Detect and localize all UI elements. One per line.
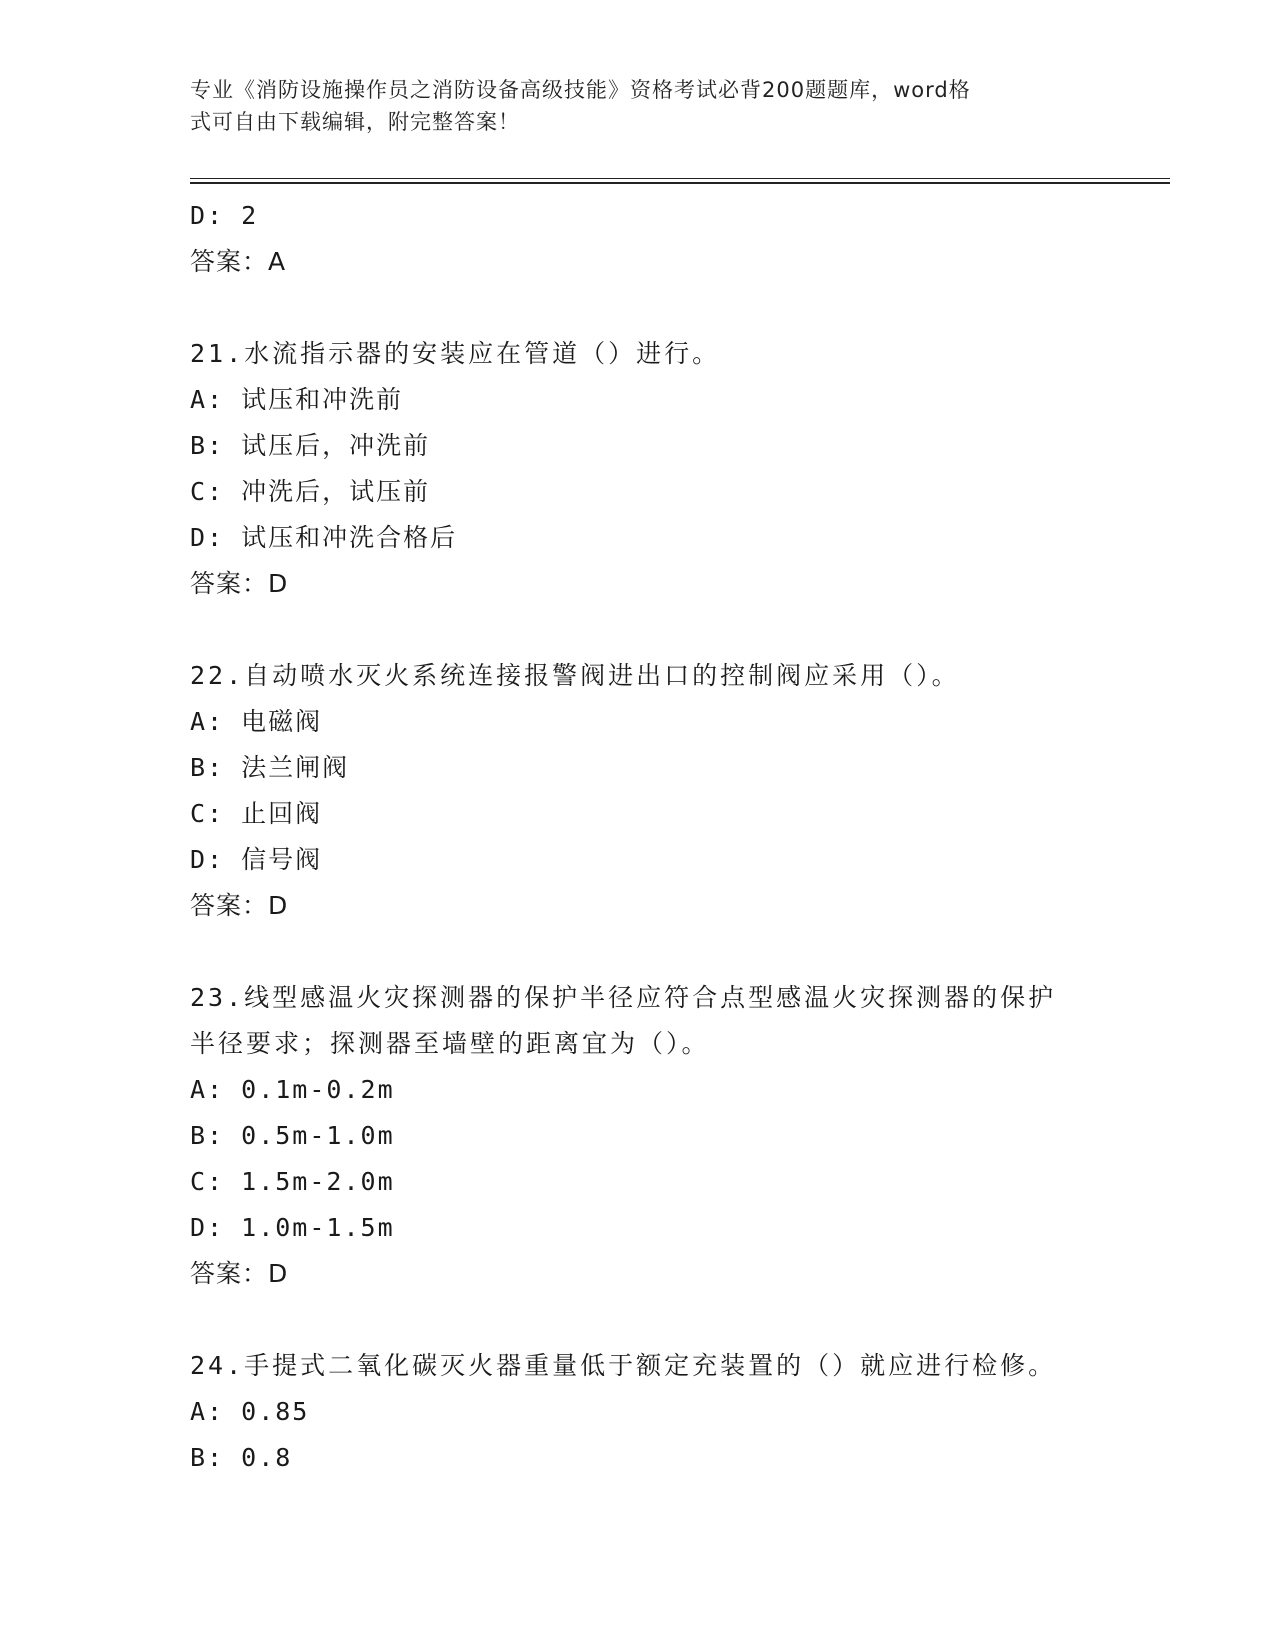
question-stem: 21.水流指示器的安装应在管道（）进行。 bbox=[190, 339, 721, 368]
question-stem: 22.自动喷水灭火系统连接报警阀进出口的控制阀应采用（）。 bbox=[190, 661, 960, 690]
option-b: B: 0.5m-1.0m bbox=[190, 1121, 395, 1150]
option-c: C: 冲洗后，试压前 bbox=[190, 477, 431, 506]
option-a: A: 试压和冲洗前 bbox=[190, 385, 404, 414]
header-title-line-2: 式可自由下载编辑，附完整答案！ bbox=[190, 110, 520, 134]
document-header bbox=[190, 74, 1090, 138]
header-title-line-1: 专业《消防设施操作员之消防设备高级技能》资格考试必背200题题库，word格 bbox=[190, 78, 971, 102]
question-stem-line-2: 半径要求；探测器至墙壁的距离宜为（）。 bbox=[190, 1029, 710, 1058]
question-list bbox=[190, 193, 1090, 1481]
answer-line: 答案：D bbox=[190, 569, 289, 598]
option-b: B: 法兰闸阀 bbox=[190, 753, 350, 782]
question-stem-line-1: 23.线型感温火灾探测器的保护半径应符合点型感温火灾探测器的保护 bbox=[190, 983, 1057, 1012]
header-divider-thick bbox=[190, 182, 1170, 184]
question-stem: 24.手提式二氧化碳灭火器重量低于额定充装置的（）就应进行检修。 bbox=[190, 1351, 1057, 1380]
option-c: C: 1.5m-2.0m bbox=[190, 1167, 395, 1196]
option-d: D: 2 bbox=[190, 201, 259, 230]
answer-line: 答案：D bbox=[190, 891, 289, 920]
spacer bbox=[190, 929, 1090, 975]
option-b: B: 0.8 bbox=[190, 1443, 293, 1472]
option-a: A: 电磁阀 bbox=[190, 707, 323, 736]
answer-line: 答案：A bbox=[190, 247, 287, 276]
option-a: A: 0.85 bbox=[190, 1397, 310, 1426]
option-c: C: 止回阀 bbox=[190, 799, 323, 828]
option-d: D: 1.0m-1.5m bbox=[190, 1213, 395, 1242]
header-divider-thin bbox=[190, 178, 1170, 179]
option-b: B: 试压后，冲洗前 bbox=[190, 431, 431, 460]
option-d: D: 试压和冲洗合格后 bbox=[190, 523, 458, 552]
spacer bbox=[190, 285, 1090, 331]
option-a: A: 0.1m-0.2m bbox=[190, 1075, 395, 1104]
spacer bbox=[190, 1297, 1090, 1343]
option-d: D: 信号阀 bbox=[190, 845, 323, 874]
answer-line: 答案：D bbox=[190, 1259, 289, 1288]
spacer bbox=[190, 607, 1090, 653]
